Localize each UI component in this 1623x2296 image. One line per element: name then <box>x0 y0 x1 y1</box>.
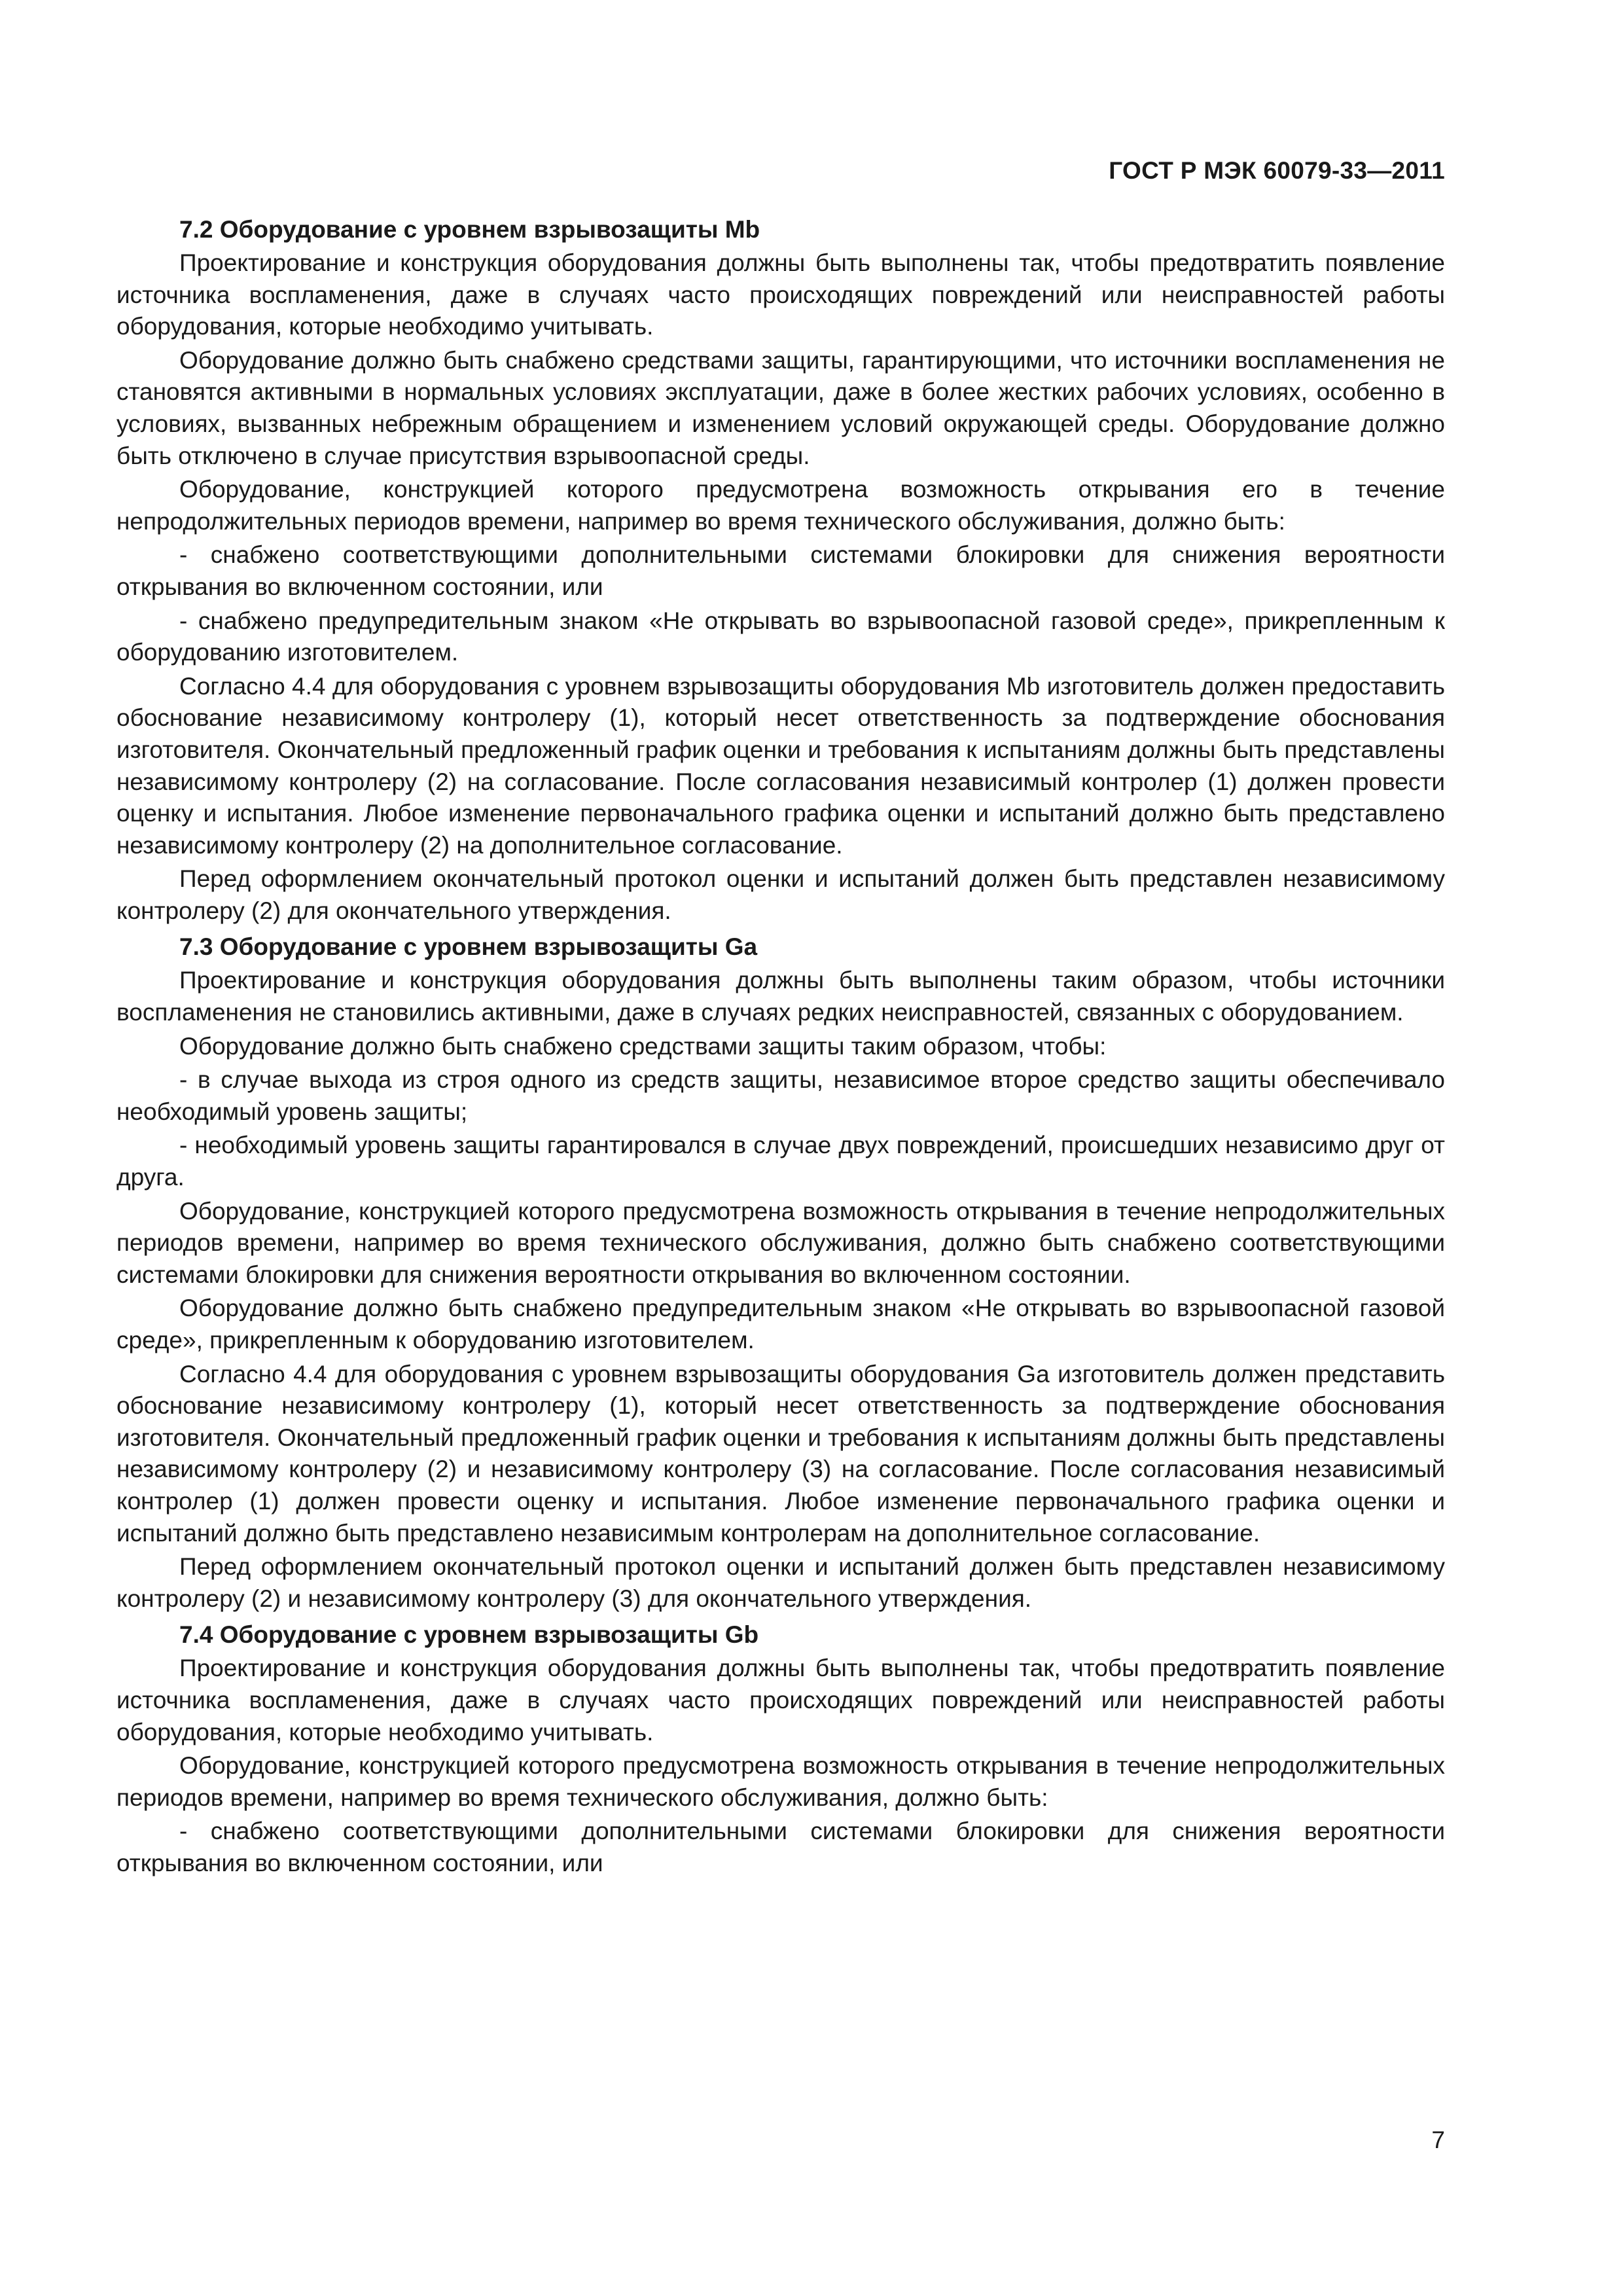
list-item: - необходимый уровень защиты гарантировался в случае двух повреждений, происшедших независимо друг от друга. <box>116 1132 1445 1191</box>
list-item: - снабжено соответствующими дополнительными системами блокировки для снижения вероятности открывания во включенном состоянии, или <box>116 541 1445 600</box>
section-title: 7.3 Оборудование с уровнем взрывозащиты Ga <box>179 933 758 961</box>
section-7-2 <box>116 213 1445 927</box>
paragraph: Согласно 4.4 для оборудования с уровнем взрывозащиты оборудования Mb изготовитель должен предоставить обоснование независимому контролеру (1), который несет ответственность за подтверждение обоснования изготовителя. Окончательный предложенный график оценки и требования к испытаниям должны быть представлены независимому контролеру (2) на согласование. После согласования независимый контролер (1) должен провести оценку и испытания. Любое изменение первоначального графика оценки и испытаний должно быть представлено независимому контролеру (2) на дополнительное согласование. <box>116 672 1445 859</box>
paragraph: Оборудование, конструкцией которого предусмотрена возможность открывания в течение непродолжительных периодов времени, например во время технического обслуживания, должно быть: <box>116 1752 1445 1811</box>
list-item: - снабжено предупредительным знаком «Не открывать во взрывоопасной газовой среде», прикрепленным к оборудованию изготовителем. <box>116 607 1445 666</box>
list-item: - в случае выхода из строя одного из средств защиты, независимое второе средство защиты обеспечивало необходимый уровень защиты; <box>116 1066 1445 1125</box>
paragraph: Проектирование и конструкция оборудования должны быть выполнены так, чтобы предотвратить появление источника воспламенения, даже в случаях часто происходящих повреждений или неисправностей работы оборудования, которые необходимо учитывать. <box>116 1655 1445 1746</box>
paragraph: Перед оформлением окончательный протокол оценки и испытаний должен быть представлен независимому контролеру (2) для окончательного утверждения. <box>116 865 1445 924</box>
document-page <box>116 154 1445 2183</box>
paragraph: Оборудование, конструкцией которого предусмотрена возможность открывания в течение непродолжительных периодов времени, например во время технического обслуживания, должно быть снабжено соответствующими системами блокировки для снижения вероятности открывания во включенном состоянии. <box>116 1197 1445 1288</box>
paragraph: Оборудование, конструкцией которого предусмотрена возможность открывания его в течение непродолжительных периодов времени, например во время технического обслуживания, должно быть: <box>116 476 1445 535</box>
page-number: 7 <box>1431 2126 1445 2153</box>
document-header: ГОСТ Р МЭК 60079-33—2011 <box>1109 157 1445 184</box>
paragraph: Перед оформлением окончательный протокол оценки и испытаний должен быть представлен независимому контролеру (2) и независимому контролеру (3) для окончательного утверждения. <box>116 1553 1445 1612</box>
paragraph: Согласно 4.4 для оборудования с уровнем взрывозащиты оборудования Ga изготовитель должен представить обоснование независимому контролеру (1), который несет ответственность за подтверждение обоснования изготовителя. Окончательный предложенный график оценки и требования к испытаниям должны быть представлены независимому контролеру (2) и независимому контролеру (3) на согласование. После согласования независимый контролер (1) должен провести оценку и испытания. Любое изменение первоначального графика оценки и испытаний должно быть представлено независимым контролерам на дополнительное согласование. <box>116 1360 1445 1547</box>
section-7-4 <box>116 1619 1445 1879</box>
list-item: - снабжено соответствующими дополнительными системами блокировки для снижения вероятности открывания во включенном состоянии, или <box>116 1818 1445 1876</box>
section-7-3 <box>116 931 1445 1615</box>
paragraph: Оборудование должно быть снабжено средствами защиты таким образом, чтобы: <box>179 1032 1107 1060</box>
paragraph: Оборудование должно быть снабжено предупредительным знаком «Не открывать во взрывоопасной газовой среде», прикрепленным к оборудованию изготовителем. <box>116 1295 1445 1354</box>
paragraph: Проектирование и конструкция оборудования должны быть выполнены таким образом, чтобы источники воспламенения не становились активными, даже в случаях редких неисправностей, связанных с оборудованием. <box>116 967 1445 1026</box>
paragraph: Оборудование должно быть снабжено средствами защиты, гарантирующими, что источники воспламенения не становятся активными в нормальных условиях эксплуатации, даже в более жестких рабочих условиях, особенно в условиях, вызванных небрежным обращением и изменением условий окружающей среды. Оборудование должно быть отключено в случае присутствия взрывоопасной среды. <box>116 346 1445 469</box>
paragraph: Проектирование и конструкция оборудования должны быть выполнены так, чтобы предотвратить появление источника воспламенения, даже в случаях часто происходящих повреждений или неисправностей работы оборудования, которые необходимо учитывать. <box>116 249 1445 340</box>
section-title: 7.4 Оборудование с уровнем взрывозащиты Gb <box>179 1621 759 1649</box>
section-title: 7.2 Оборудование с уровнем взрывозащиты Mb <box>179 216 760 243</box>
